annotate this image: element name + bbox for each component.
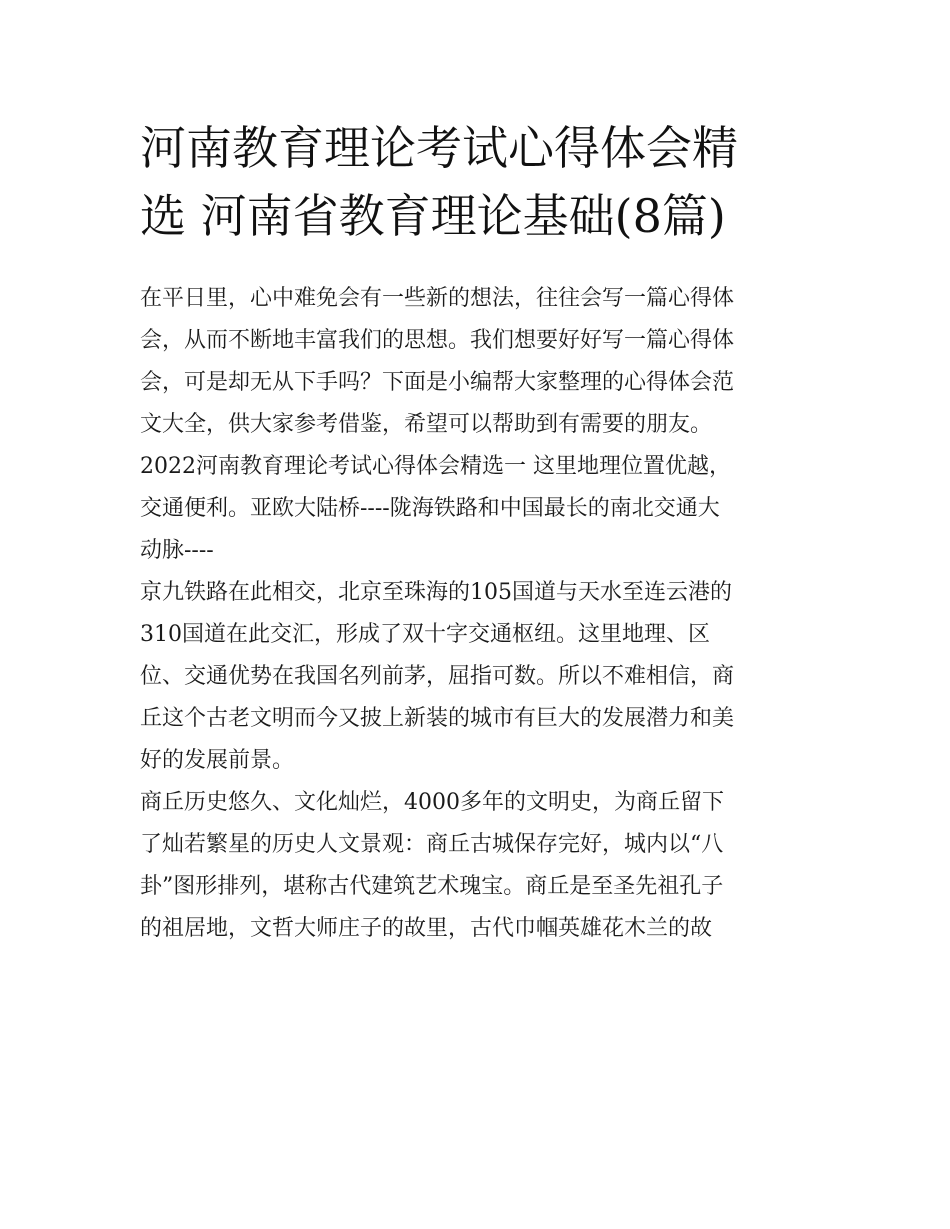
body-line: 310国道在此交汇，形成了双十字交通枢纽。这里地理、区 [140,622,710,647]
body-line: 交通便利。亚欧大陆桥----陇海铁路和中国最长的南北交通大 [140,496,720,521]
body-line: 动脉---- [140,538,214,563]
body-line: 的祖居地，文哲大师庄子的故里，古代巾帼英雄花木兰的故 [140,916,713,941]
body-line: 好的发展前景。 [140,748,295,773]
body-line: 位、交通优势在我国名列前茅，屈指可数。所以不难相信，商 [140,664,735,689]
document-title [140,114,820,250]
document-body [140,278,820,950]
body-line: 2022河南教育理论考试心得体会精选一 这里地理位置优越， [140,454,731,479]
title-line: 选 河南省教育理论基础(8篇) [140,189,726,243]
body-line: 卦”图形排列，堪称古代建筑艺术瑰宝。商丘是至圣先祖孔子 [140,874,724,899]
body-line: 会，从而不断地丰富我们的思想。我们想要好好写一篇心得体 [140,328,735,353]
body-line: 商丘历史悠久、文化灿烂，4000多年的文明史，为商丘留下 [140,790,724,815]
body-line: 在平日里，心中难免会有一些新的想法，往往会写一篇心得体 [140,286,735,311]
body-line: 了灿若繁星的历史人文景观：商丘古城保存完好，城内以“八 [140,832,724,857]
body-line: 会，可是却无从下手吗？下面是小编帮大家整理的心得体会范 [140,370,735,395]
body-line: 文大全，供大家参考借鉴，希望可以帮助到有需要的朋友。 [140,412,713,437]
body-line: 丘这个古老文明而今又披上新装的城市有巨大的发展潜力和美 [140,706,735,731]
body-line: 京九铁路在此相交，北京至珠海的105国道与天水至连云港的 [140,580,732,605]
title-line: 河南教育理论考试心得体会精 [140,121,738,175]
